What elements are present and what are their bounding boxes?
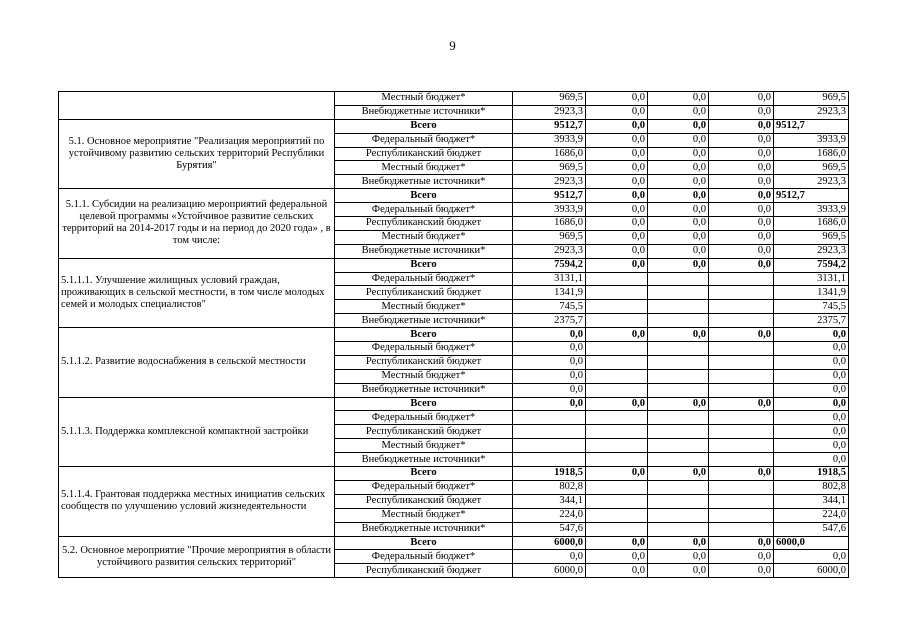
- funding-source-cell: Республиканский бюджет: [335, 494, 513, 508]
- value-cell-v3: 0,0: [648, 189, 709, 203]
- value-cell-v3: [648, 314, 709, 328]
- value-cell-v2: [586, 369, 648, 383]
- value-cell-v2: 0,0: [586, 467, 648, 481]
- value-cell-v3: [648, 425, 709, 439]
- value-cell-v1: 745,5: [513, 300, 586, 314]
- value-cell-v2: 0,0: [586, 217, 648, 231]
- value-cell-v4: 0,0: [709, 92, 774, 106]
- value-cell-v4: [709, 286, 774, 300]
- value-cell-v3: [648, 508, 709, 522]
- value-cell-v5: 3131,1: [774, 272, 849, 286]
- value-cell-v5: 344,1: [774, 494, 849, 508]
- value-cell-v2: 0,0: [586, 230, 648, 244]
- value-cell-v4: 0,0: [709, 397, 774, 411]
- value-cell-v2: [586, 480, 648, 494]
- value-cell-v5: 3933,9: [774, 133, 849, 147]
- value-cell-v2: 0,0: [586, 550, 648, 564]
- value-cell-v5: 224,0: [774, 508, 849, 522]
- value-cell-v2: [586, 411, 648, 425]
- value-cell-v3: 0,0: [648, 328, 709, 342]
- funding-source-cell: Местный бюджет*: [335, 92, 513, 106]
- value-cell-v3: 0,0: [648, 467, 709, 481]
- value-cell-v2: [586, 494, 648, 508]
- value-cell-v1: 0,0: [513, 369, 586, 383]
- value-cell-v1: 0,0: [513, 328, 586, 342]
- program-cell: 5.2. Основное мероприятие "Прочие мероприятия в области устойчивого развития сельских территорий": [59, 536, 335, 578]
- value-cell-v5: 0,0: [774, 550, 849, 564]
- value-cell-v4: 0,0: [709, 467, 774, 481]
- budget-table: [58, 91, 849, 578]
- value-cell-v1: 0,0: [513, 355, 586, 369]
- value-cell-v1: 0,0: [513, 342, 586, 356]
- value-cell-v2: 0,0: [586, 328, 648, 342]
- value-cell-v2: [586, 314, 648, 328]
- value-cell-v5: 2923,3: [774, 175, 849, 189]
- value-cell-v4: [709, 300, 774, 314]
- funding-source-cell: Всего: [335, 189, 513, 203]
- value-cell-v4: 0,0: [709, 203, 774, 217]
- value-cell-v2: [586, 383, 648, 397]
- value-cell-v1: 802,8: [513, 480, 586, 494]
- value-cell-v1: 3933,9: [513, 133, 586, 147]
- value-cell-v3: [648, 439, 709, 453]
- value-cell-v2: 0,0: [586, 133, 648, 147]
- funding-source-cell: Республиканский бюджет: [335, 286, 513, 300]
- value-cell-v2: 0,0: [586, 203, 648, 217]
- value-cell-v2: 0,0: [586, 105, 648, 119]
- value-cell-v3: 0,0: [648, 147, 709, 161]
- funding-source-cell: Внебюджетные источники*: [335, 383, 513, 397]
- value-cell-v5: 0,0: [774, 425, 849, 439]
- value-cell-v4: [709, 342, 774, 356]
- value-cell-v4: 0,0: [709, 175, 774, 189]
- value-cell-v5: 1341,9: [774, 286, 849, 300]
- funding-source-cell: Внебюджетные источники*: [335, 244, 513, 258]
- funding-source-cell: Федеральный бюджет*: [335, 480, 513, 494]
- value-cell-v2: [586, 522, 648, 536]
- value-cell-v3: 0,0: [648, 244, 709, 258]
- value-cell-v1: 9512,7: [513, 119, 586, 133]
- value-cell-v2: [586, 453, 648, 467]
- funding-source-cell: Федеральный бюджет*: [335, 272, 513, 286]
- value-cell-v3: 0,0: [648, 217, 709, 231]
- value-cell-v1: 344,1: [513, 494, 586, 508]
- value-cell-v3: 0,0: [648, 397, 709, 411]
- funding-source-cell: Внебюджетные источники*: [335, 175, 513, 189]
- value-cell-v2: 0,0: [586, 175, 648, 189]
- value-cell-v1: 2923,3: [513, 244, 586, 258]
- value-cell-v5: 969,5: [774, 92, 849, 106]
- table-row: [59, 92, 849, 106]
- value-cell-v2: [586, 342, 648, 356]
- value-cell-v4: [709, 522, 774, 536]
- funding-source-cell: Внебюджетные источники*: [335, 522, 513, 536]
- value-cell-v5: 2375,7: [774, 314, 849, 328]
- value-cell-v5: 0,0: [774, 397, 849, 411]
- value-cell-v5: 1686,0: [774, 147, 849, 161]
- value-cell-v4: 0,0: [709, 189, 774, 203]
- value-cell-v4: 0,0: [709, 564, 774, 578]
- funding-source-cell: Внебюджетные источники*: [335, 314, 513, 328]
- value-cell-v1: 2923,3: [513, 175, 586, 189]
- value-cell-v1: 6000,0: [513, 564, 586, 578]
- funding-source-cell: Всего: [335, 536, 513, 550]
- value-cell-v5: 0,0: [774, 342, 849, 356]
- value-cell-v3: 0,0: [648, 230, 709, 244]
- value-cell-v1: 969,5: [513, 230, 586, 244]
- total-row: [59, 467, 849, 481]
- value-cell-v2: 0,0: [586, 258, 648, 272]
- value-cell-v3: [648, 383, 709, 397]
- funding-source-cell: Федеральный бюджет*: [335, 203, 513, 217]
- value-cell-v4: [709, 425, 774, 439]
- funding-source-cell: Всего: [335, 119, 513, 133]
- value-cell-v4: 0,0: [709, 244, 774, 258]
- funding-source-cell: Республиканский бюджет: [335, 564, 513, 578]
- value-cell-v4: 0,0: [709, 133, 774, 147]
- value-cell-v4: [709, 411, 774, 425]
- value-cell-v3: 0,0: [648, 105, 709, 119]
- total-row: [59, 119, 849, 133]
- funding-source-cell: Всего: [335, 328, 513, 342]
- value-cell-v2: [586, 272, 648, 286]
- value-cell-v5: 6000,0: [774, 564, 849, 578]
- value-cell-v4: [709, 383, 774, 397]
- value-cell-v4: 0,0: [709, 536, 774, 550]
- value-cell-v4: 0,0: [709, 328, 774, 342]
- value-cell-v3: 0,0: [648, 119, 709, 133]
- funding-source-cell: Всего: [335, 258, 513, 272]
- value-cell-v5: 969,5: [774, 161, 849, 175]
- value-cell-v3: [648, 411, 709, 425]
- value-cell-v1: 969,5: [513, 161, 586, 175]
- funding-source-cell: Федеральный бюджет*: [335, 411, 513, 425]
- funding-source-cell: Федеральный бюджет*: [335, 550, 513, 564]
- value-cell-v1: 9512,7: [513, 189, 586, 203]
- value-cell-v1: [513, 453, 586, 467]
- value-cell-v3: [648, 355, 709, 369]
- value-cell-v2: [586, 425, 648, 439]
- value-cell-v1: [513, 425, 586, 439]
- value-cell-v5: 6000,0: [774, 536, 849, 550]
- value-cell-v4: 0,0: [709, 105, 774, 119]
- value-cell-v3: 0,0: [648, 203, 709, 217]
- value-cell-v4: 0,0: [709, 217, 774, 231]
- funding-source-cell: Федеральный бюджет*: [335, 133, 513, 147]
- value-cell-v1: 2923,3: [513, 105, 586, 119]
- program-cell: 5.1.1.2. Развитие водоснабжения в сельской местности: [59, 328, 335, 397]
- value-cell-v1: [513, 411, 586, 425]
- value-cell-v1: [513, 439, 586, 453]
- value-cell-v2: [586, 300, 648, 314]
- value-cell-v2: 0,0: [586, 92, 648, 106]
- total-row: [59, 189, 849, 203]
- value-cell-v5: 0,0: [774, 383, 849, 397]
- value-cell-v1: 7594,2: [513, 258, 586, 272]
- value-cell-v2: [586, 508, 648, 522]
- value-cell-v3: 0,0: [648, 133, 709, 147]
- funding-source-cell: Республиканский бюджет: [335, 355, 513, 369]
- value-cell-v2: [586, 355, 648, 369]
- funding-source-cell: Местный бюджет*: [335, 300, 513, 314]
- value-cell-v5: 9512,7: [774, 189, 849, 203]
- value-cell-v2: 0,0: [586, 189, 648, 203]
- value-cell-v1: 3131,1: [513, 272, 586, 286]
- value-cell-v3: [648, 272, 709, 286]
- value-cell-v5: 1918,5: [774, 467, 849, 481]
- value-cell-v3: 0,0: [648, 550, 709, 564]
- value-cell-v5: 1686,0: [774, 217, 849, 231]
- value-cell-v1: 1341,9: [513, 286, 586, 300]
- value-cell-v4: [709, 272, 774, 286]
- value-cell-v1: 547,6: [513, 522, 586, 536]
- value-cell-v1: 6000,0: [513, 536, 586, 550]
- value-cell-v5: 0,0: [774, 355, 849, 369]
- value-cell-v4: [709, 314, 774, 328]
- value-cell-v1: 1686,0: [513, 147, 586, 161]
- value-cell-v1: 0,0: [513, 383, 586, 397]
- value-cell-v1: 3933,9: [513, 203, 586, 217]
- value-cell-v1: 0,0: [513, 397, 586, 411]
- value-cell-v3: 0,0: [648, 564, 709, 578]
- value-cell-v3: [648, 494, 709, 508]
- value-cell-v5: 0,0: [774, 328, 849, 342]
- value-cell-v2: 0,0: [586, 564, 648, 578]
- value-cell-v4: 0,0: [709, 119, 774, 133]
- value-cell-v4: [709, 480, 774, 494]
- value-cell-v4: 0,0: [709, 147, 774, 161]
- value-cell-v3: [648, 480, 709, 494]
- value-cell-v5: 7594,2: [774, 258, 849, 272]
- program-cell: [59, 92, 335, 120]
- funding-source-cell: Местный бюджет*: [335, 230, 513, 244]
- funding-source-cell: Местный бюджет*: [335, 508, 513, 522]
- funding-source-cell: Внебюджетные источники*: [335, 105, 513, 119]
- value-cell-v4: [709, 508, 774, 522]
- value-cell-v3: 0,0: [648, 92, 709, 106]
- funding-source-cell: Федеральный бюджет*: [335, 342, 513, 356]
- value-cell-v3: [648, 300, 709, 314]
- value-cell-v2: 0,0: [586, 119, 648, 133]
- funding-source-cell: Всего: [335, 467, 513, 481]
- total-row: [59, 536, 849, 550]
- value-cell-v2: 0,0: [586, 397, 648, 411]
- value-cell-v5: 0,0: [774, 453, 849, 467]
- page-number: 9: [449, 38, 456, 53]
- total-row: [59, 258, 849, 272]
- funding-source-cell: Местный бюджет*: [335, 439, 513, 453]
- funding-source-cell: Республиканский бюджет: [335, 217, 513, 231]
- value-cell-v2: 0,0: [586, 244, 648, 258]
- value-cell-v4: 0,0: [709, 161, 774, 175]
- program-cell: 5.1.1. Субсидии на реализацию мероприятий федеральной целевой программы «Устойчивое развитие сельских территорий на 2014-2017 годы и на период до 2020 года» , в том числе:: [59, 189, 335, 258]
- value-cell-v1: 0,0: [513, 550, 586, 564]
- value-cell-v3: 0,0: [648, 536, 709, 550]
- value-cell-v4: 0,0: [709, 550, 774, 564]
- value-cell-v5: 969,5: [774, 230, 849, 244]
- value-cell-v2: 0,0: [586, 161, 648, 175]
- value-cell-v3: [648, 369, 709, 383]
- value-cell-v5: 2923,3: [774, 105, 849, 119]
- value-cell-v3: 0,0: [648, 258, 709, 272]
- value-cell-v1: 969,5: [513, 92, 586, 106]
- funding-source-cell: Местный бюджет*: [335, 369, 513, 383]
- total-row: [59, 397, 849, 411]
- value-cell-v5: 0,0: [774, 369, 849, 383]
- total-row: [59, 328, 849, 342]
- value-cell-v3: [648, 286, 709, 300]
- value-cell-v5: 802,8: [774, 480, 849, 494]
- funding-source-cell: Всего: [335, 397, 513, 411]
- program-cell: 5.1.1.3. Поддержка комплексной компактной застройки: [59, 397, 335, 466]
- value-cell-v1: 1918,5: [513, 467, 586, 481]
- value-cell-v5: 3933,9: [774, 203, 849, 217]
- value-cell-v3: [648, 342, 709, 356]
- value-cell-v5: 0,0: [774, 439, 849, 453]
- value-cell-v1: 2375,7: [513, 314, 586, 328]
- value-cell-v5: 745,5: [774, 300, 849, 314]
- value-cell-v5: 2923,3: [774, 244, 849, 258]
- value-cell-v1: 1686,0: [513, 217, 586, 231]
- value-cell-v2: 0,0: [586, 147, 648, 161]
- value-cell-v3: 0,0: [648, 175, 709, 189]
- value-cell-v4: [709, 453, 774, 467]
- value-cell-v2: [586, 286, 648, 300]
- value-cell-v5: 9512,7: [774, 119, 849, 133]
- value-cell-v4: [709, 355, 774, 369]
- program-cell: 5.1.1.1. Улучшение жилищных условий граждан, проживающих в сельской местности, в том числе молодых семей и молодых специалистов": [59, 258, 335, 327]
- program-cell: 5.1. Основное мероприятие "Реализация мероприятий по устойчивому развитию сельских территорий Республики Бурятия": [59, 119, 335, 188]
- funding-source-cell: Республиканский бюджет: [335, 425, 513, 439]
- value-cell-v5: 0,0: [774, 411, 849, 425]
- value-cell-v2: [586, 439, 648, 453]
- funding-source-cell: Местный бюджет*: [335, 161, 513, 175]
- value-cell-v3: [648, 453, 709, 467]
- value-cell-v2: 0,0: [586, 536, 648, 550]
- value-cell-v3: 0,0: [648, 161, 709, 175]
- value-cell-v1: 224,0: [513, 508, 586, 522]
- value-cell-v4: [709, 494, 774, 508]
- value-cell-v4: [709, 369, 774, 383]
- value-cell-v5: 547,6: [774, 522, 849, 536]
- funding-source-cell: Внебюджетные источники*: [335, 453, 513, 467]
- funding-source-cell: Республиканский бюджет: [335, 147, 513, 161]
- value-cell-v4: 0,0: [709, 258, 774, 272]
- value-cell-v4: 0,0: [709, 230, 774, 244]
- value-cell-v4: [709, 439, 774, 453]
- program-cell: 5.1.1.4. Грантовая поддержка местных инициатив сельских сообществ по улучшению условий жизнедеятельности: [59, 467, 335, 536]
- value-cell-v3: [648, 522, 709, 536]
